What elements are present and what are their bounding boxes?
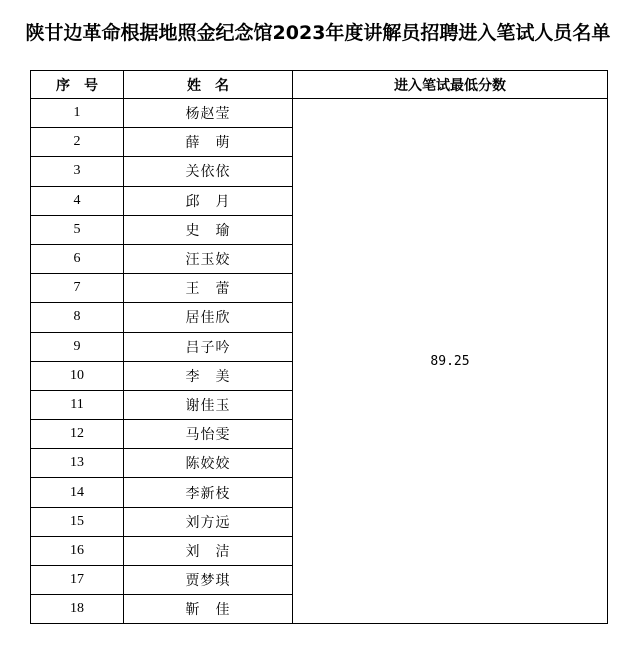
header-name: 姓 名 — [124, 71, 293, 99]
serial-number-cell: 3 — [31, 157, 124, 186]
serial-number-cell: 18 — [31, 595, 124, 624]
header-min-score: 进入笔试最低分数 — [293, 71, 608, 99]
name-cell: 居佳欣 — [124, 303, 293, 332]
table-row — [31, 99, 608, 128]
serial-number-cell: 17 — [31, 566, 124, 595]
serial-number-cell: 11 — [31, 390, 124, 419]
serial-number-cell: 2 — [31, 128, 124, 157]
serial-number-cell: 16 — [31, 536, 124, 565]
name-cell: 薛 萌 — [124, 128, 293, 157]
name-cell: 史 瑜 — [124, 215, 293, 244]
serial-number-cell: 1 — [31, 99, 124, 128]
name-cell: 马怡雯 — [124, 420, 293, 449]
header-serial-number: 序 号 — [31, 71, 124, 99]
serial-number-cell: 12 — [31, 420, 124, 449]
min-score-cell: 89.25 — [293, 99, 608, 624]
name-cell: 关依依 — [124, 157, 293, 186]
name-cell: 刘方远 — [124, 507, 293, 536]
serial-number-cell: 15 — [31, 507, 124, 536]
serial-number-cell: 10 — [31, 361, 124, 390]
serial-number-cell: 7 — [31, 274, 124, 303]
document-title: 陕甘边革命根据地照金纪念馆2023年度讲解员招聘进入笔试人员名单 — [25, 22, 611, 44]
name-cell: 李新枝 — [124, 478, 293, 507]
serial-number-cell: 4 — [31, 186, 124, 215]
table-body — [31, 99, 608, 624]
header-row — [31, 71, 608, 99]
name-cell: 谢佳玉 — [124, 390, 293, 419]
name-cell: 刘 洁 — [124, 536, 293, 565]
serial-number-cell: 9 — [31, 332, 124, 361]
name-cell: 陈姣姣 — [124, 449, 293, 478]
serial-number-cell: 8 — [31, 303, 124, 332]
serial-number-cell: 14 — [31, 478, 124, 507]
name-cell: 汪玉姣 — [124, 244, 293, 273]
name-cell: 贾梦琪 — [124, 566, 293, 595]
table-header — [31, 71, 608, 99]
name-cell: 吕子吟 — [124, 332, 293, 361]
candidate-table — [30, 70, 608, 624]
serial-number-cell: 13 — [31, 449, 124, 478]
name-cell: 王 蕾 — [124, 274, 293, 303]
serial-number-cell: 5 — [31, 215, 124, 244]
name-cell: 李 美 — [124, 361, 293, 390]
name-cell: 杨赵莹 — [124, 99, 293, 128]
name-cell: 邱 月 — [124, 186, 293, 215]
name-cell: 靳 佳 — [124, 595, 293, 624]
serial-number-cell: 6 — [31, 244, 124, 273]
